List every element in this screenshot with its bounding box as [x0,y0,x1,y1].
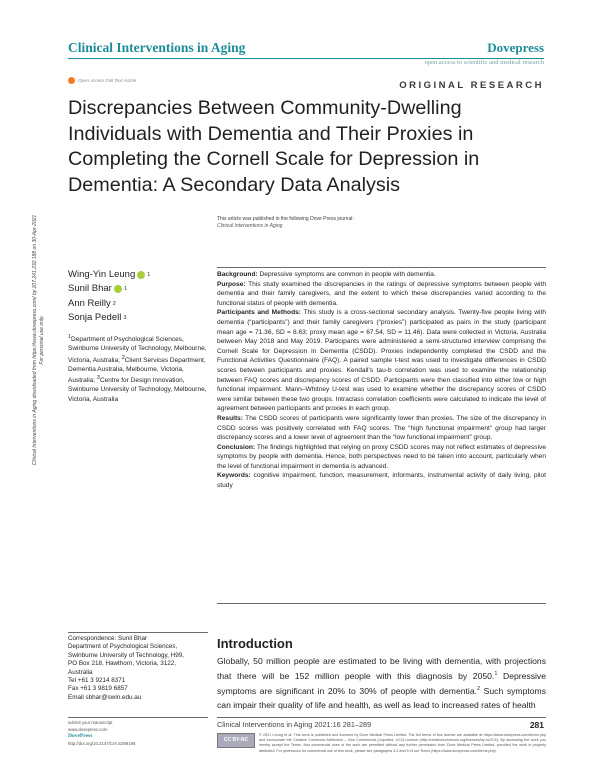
abstract-results [217,414,546,443]
journal-name: Clinical Interventions in Aging [68,40,246,55]
section-label: Results: [217,414,244,422]
corr-line: PO Box 218, Hawthorn, Victoria, 3122, [68,660,177,668]
author [68,282,150,296]
author-name: Wing-Yin Leung [68,269,136,280]
open-access-icon [68,77,75,84]
cc-license-icon[interactable]: CC BY-NC [217,733,255,748]
affil-sup: 3 [96,375,100,382]
section-label: Participants and Methods: [217,309,301,317]
footer-rule [217,717,546,718]
page-number: 281 [529,720,544,730]
corr-email[interactable]: Email sbhar@swin.edu.au [68,693,142,701]
download-note: Clinical Interventions in Aging downloaded from https://www.dovepress.com/ by 207.241.232.188 on 30-Apr-2021 [32,214,38,466]
publisher-brand [425,40,544,66]
author-list [68,268,150,325]
abstract-keywords [217,471,546,490]
author [68,268,150,282]
affiliation-3: Centre for Design Innovation, Swinburne University of Technology, Melbourne, Victoria, Australia [68,377,207,403]
author-affil-sup: 2 [112,300,116,307]
license-block [217,733,546,754]
corr-line: Correspondence: Sunil Bhar [68,635,148,642]
author-affil-sup: 1 [123,286,127,293]
article-type: ORIGINAL RESEARCH [399,80,544,91]
corr-line: Australia [68,668,93,676]
affil-sup: 1 [68,334,72,340]
dovepress-footer-logo: DovePress [68,733,93,739]
author-name: Sonja Pedell [68,311,122,323]
author-name: Sunil Bhar [68,283,112,295]
abstract-conclusion [217,443,546,472]
corr-line: Swinburne University of Technology, H99, [68,651,184,659]
section-label: Purpose: [217,280,246,288]
author-affil-sup: 1 [147,272,151,278]
publication-note [217,216,354,230]
section-text: The CSDD scores of participants were significantly lower than proxies. The size of the discrepancy in CSDD scores was positively correlated with FAQ scores. The “high functional impairment” group had larger discrepancy scores and a lower level of agreement than the “low functional impairment” group. [217,414,546,442]
affiliation-1: Department of Psychological Sciences, Swinburne University of Technology, Melbourne, Victoria, Australia; [68,336,207,364]
publisher-tagline: open access to scientific and medical research [424,59,544,66]
author [68,311,150,325]
section-text: This study is a cross-sectional secondary analysis. Twenty-five people living with dementia (“participants”) and their family caregivers (“proxies”) participated as pairs in the study (participant mean age = 71.36, SD = 8.63; proxy mean age = 67.54, SD = 11.46). Data were collected in Victoria, Australia between May 2018 and May 2019. Participants were administered a semi-structured interview comprising the Cornell Scale for Depression in Dementia (CSDD). Proxies independently completed the CSDD and the Functional Activities Questionnaire (FAQ). A paired sample t-test was used to investigate differences in CSDD scores between participants and proxies. Kendall’s tau-b correlation was used to examine the relationship between FAQ scores and discrepancy scores of CSDD. Participants were then classified into either low or high functional impairment. Mann–Whitney U-test was used to examine whether the discrepancy scores of CSDD were similar between these two groups. Intraclass correlation coefficients were calculated to indicate the level of agreement between participants and proxies in each group. [217,309,547,413]
intro-sentence: Globally, 50 million people are estimated to be living with dementia, with projections that there will be 152 million people with this diagnosis by 2050. [217,656,546,682]
intro-text [217,655,546,712]
abstract-background [217,270,546,280]
open-access-label [68,77,136,84]
doi-link[interactable]: http://doi.org/10.2147/CIA.S289198 [68,741,136,746]
section-label: Keywords: [217,472,251,480]
citation-ref[interactable]: 1 [494,671,498,678]
orcid-icon[interactable] [114,285,122,293]
intro-heading: Introduction [217,636,293,651]
author [68,297,150,311]
download-sidebar [16,145,56,535]
abstract-purpose [217,280,546,309]
author-name: Ann Reilly [68,297,111,309]
affiliation-2: Client Services Department, Dementia Australia, Melbourne, Victoria, Australia; [68,356,206,385]
abstract-rule [217,603,546,604]
affiliations [68,333,208,404]
license-text: © 2021 Leung et al. This work is published and licensed by Dove Medical Press Limited. The full terms of this license are available at https://www.dovepress.com/terms.php and incorporate the Creative Commons Attribution – Non Commercial (unported, v3.0) License (http://creativecommons.org/licenses/by-nc/3.0/). By accessing the work you hereby accept the Terms. Non-commercial uses of the work are permitted without any further permission from Dove Medical Press Limited, provided the work is properly attributed. For permission for commercial use of this work, please see paragraphs 4.2 and 5 of our Terms (https://www.dovepress.com/terms.php). [259,733,546,753]
section-text: This study examined the discrepancies in the ratings of depressive symptoms between people with dementia and their family caregivers, and the extent to which these discrepancies varied according to the functional status of people with dementia. [217,280,547,307]
abstract-methods [217,308,546,414]
publication-note-line: This article was published in the following Dove Press journal: [217,216,354,222]
submit-link[interactable]: submit your manuscript [68,720,113,725]
header-rule [68,58,544,59]
section-text: Depressive symptoms are common in people with dementia. [259,271,436,278]
affil-sup: 2 [121,354,125,361]
citation-ref[interactable]: 2 [477,686,481,693]
section-text: The findings highlighted that relying on proxy CSDD scores may not reflect estimates of depressive symptoms by people with dementia. Hence, both perspectives need to be taken into account, particularly when the level of functional impairment in dementia is advanced. [217,443,546,470]
corr-line: Tel +61 3 9214 8371 [68,677,126,685]
corr-line: Department of Psychological Sciences, [68,643,178,651]
article-title: Discrepancies Between Community-Dwelling Individuals with Dementia and Their Proxies in Completing the Cornell Scale for Depression in Dementia: A Secondary Data Analysis [68,97,480,196]
publication-note-journal: Clinical Interventions in Aging [217,223,283,229]
open-access-text: Open Access Full Text Article [78,78,137,83]
section-label: Conclusion: [217,443,256,451]
section-label: Background: [217,271,258,278]
site-link[interactable]: www.dovepress.com [68,727,108,732]
intro-sentence: Such symptoms can impair their quality of life and health, as well as lead to increased rates of health [217,686,546,710]
dovepress-logo[interactable]: Dovepress [487,40,544,55]
abstract [217,267,546,491]
orcid-icon[interactable] [137,271,145,279]
corr-line: Fax +61 3 9819 6857 [68,685,128,693]
personal-use-note: For personal use only. [39,315,45,365]
footer-left [68,717,208,747]
citation-line: Clinical Interventions in Aging 2021:16 281–289 [217,720,372,729]
intro-sentence: Depressive symptoms are significant in 20% to 30% of people with dementia. [217,671,546,697]
section-text: cognitive impairment, function, measurement, informants, instrumental activity of daily living, pilot study [217,472,546,490]
author-affil-sup: 3 [123,314,127,321]
correspondence [68,632,208,702]
